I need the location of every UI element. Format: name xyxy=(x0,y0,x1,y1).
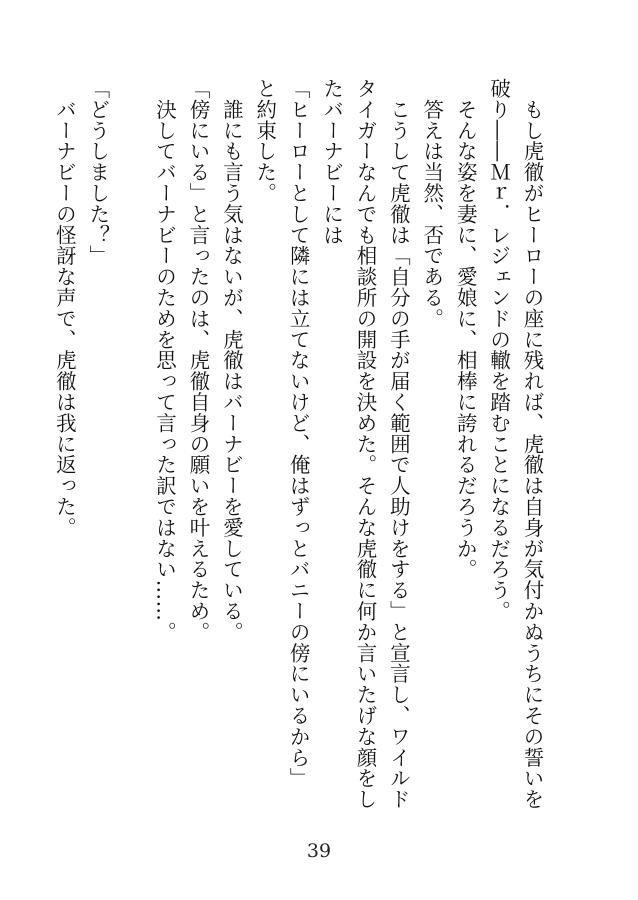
page-number: 39 xyxy=(306,840,332,862)
text-line: 「傍にいる」と言ったのは、虎徹自身の願いを叶えるため。 xyxy=(185,78,210,643)
text-line: もし虎徹がヒーローの座に残れば、虎徹は自身が気付かぬうちにその誓いを xyxy=(520,78,544,810)
text-line: こうして虎徹は「自分の手が届く範囲で人助けをする」と宣言し、ワイルド xyxy=(386,78,411,810)
text-line: と約束した。 xyxy=(252,78,277,204)
text-line: 「どうしました？」 xyxy=(85,78,110,267)
text-line: バーナビーの怪訝な声で、虎徹は我に返った。 xyxy=(52,78,77,538)
text-line: そんな姿を妻に、愛娘に、相棒に誇れるだろうか。 xyxy=(453,78,478,580)
text-line: 誰にも言う気はないが、虎徹はバーナビーを愛している。 xyxy=(219,78,244,643)
text-line: たバーナビーには xyxy=(319,78,344,246)
vertical-text-body xyxy=(47,78,548,810)
text-line: 決してバーナビーのためを思って言った訳ではない……。 xyxy=(152,78,177,643)
text-line: 答えは当然、否である。 xyxy=(419,78,444,329)
text-line: タイガーなんでも相談所の開設を決めた。そんな虎徹に何か言いたげな顔をし xyxy=(352,78,377,810)
blank-line xyxy=(114,78,147,794)
text-line: 「ヒーローとして隣には立てないけど、俺はずっとバニーの傍にいるから」 xyxy=(286,78,311,789)
text-line: 破り――Ｍｒ．レジェンドの轍を踏むことになるだろう。 xyxy=(486,78,511,622)
